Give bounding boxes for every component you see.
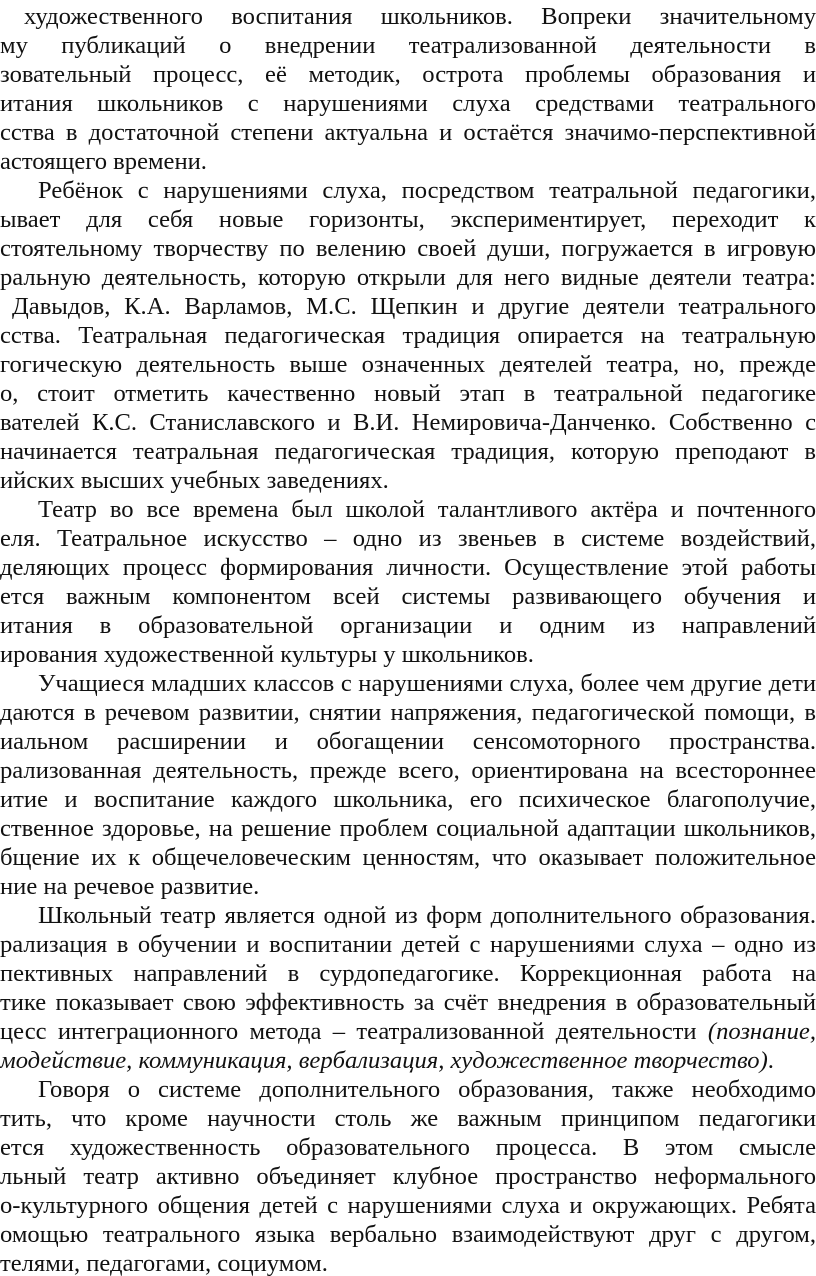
text-line: Школьный театр является одной из форм дополнительного образования. [38, 902, 816, 929]
text-fragment: . [767, 1047, 774, 1074]
text-line: Давыдов, К.А. Варламов, М.С. Щепкин и другие деятели театрального [12, 293, 816, 320]
text-line: о-культурного общения детей с нарушениями слуха и окружающих. Ребята [0, 1192, 816, 1219]
text-line: ется художественность образовательного процесса. В этом смысле [0, 1134, 816, 1161]
text-line: стоятельному творчеству по велению своей души, погружается в игровую [0, 235, 816, 262]
text-line: Ребёнок с нарушениями слуха, посредством театральной педагогики, [38, 177, 816, 204]
text-line: ственное здоровье, на решение проблем социальной адаптации школьников, [0, 815, 816, 842]
text-fragment: цесс интеграционного метода – театрализованной деятельности [0, 1018, 697, 1045]
text-line: ется важным компонентом всей системы развивающего обучения и [0, 583, 816, 610]
text-line: даются в речевом развитии, снятии напряжения, педагогической помощи, в [0, 699, 816, 726]
text-line: телями, педагогами, социумом. [0, 1250, 328, 1276]
text-line: тике показывает свою эффективность за счёт внедрения в образовательный [0, 989, 816, 1016]
text-line: ийских высших учебных заведениях. [0, 467, 389, 494]
text-line: ние на речевое развитие. [0, 873, 260, 900]
text-line: омощью театрального языка вербально взаимодействуют друг с другом, [0, 1221, 816, 1248]
text-line [0, 1017, 816, 1046]
text-line: вателей К.С. Станиславского и В.И. Немировича-Данченко. Собственно с [0, 409, 816, 436]
text-line: сства. Театральная педагогическая традиция опирается на театральную [0, 322, 816, 349]
text-line: Говоря о системе дополнительного образования, также необходимо [38, 1076, 816, 1103]
text-line: о, стоит отметить качественно новый этап в театральной педагогике [0, 380, 816, 407]
text-line: тить, что кроме научности столь же важным принципом педагогики [0, 1105, 816, 1132]
text-line: рализация в обучении и воспитании детей с нарушениями слуха – одно из [0, 931, 816, 958]
text-line: астоящего времени. [0, 148, 207, 175]
text-line: Учащиеся младших классов с нарушениями слуха, более чем другие дети [38, 670, 816, 697]
text-line: гогическую деятельность выше означенных деятелей театра, но, прежде [0, 351, 816, 378]
text-line: ирования художественной культуры у школьников. [0, 641, 534, 668]
italic-fragment: модействие, коммуникация, вербализация, художественное творчество) [0, 1047, 768, 1074]
text-line: сства в достаточной степени актуальна и остаётся значимо-перспективной [0, 119, 816, 146]
text-line: деляющих процесс формирования личности. Осуществление этой работы [0, 554, 816, 581]
italic-fragment: (познание, [707, 1018, 816, 1045]
text-line: Театр во все времена был школой талантливого актёра и почтенного [38, 496, 816, 523]
text-line: ывает для себя новые горизонты, экспериментирует, переходит к [0, 206, 816, 233]
text-line: рализованная деятельность, прежде всего, ориентирована на всестороннее [0, 757, 816, 784]
text-line: итие и воспитание каждого школьника, его психическое благополучие, [0, 786, 816, 813]
text-line: ральную деятельность, которую открыли для него видные деятели театра: [0, 264, 816, 291]
text-line: итания в образовательной организации и одним из направлений [0, 612, 816, 639]
text-fragment: художественного воспитания школьников. Вопреки значительному [24, 3, 816, 30]
text-line: зовательный процесс, её методик, острота проблемы образования и [0, 61, 816, 88]
text-line: бщение их к общечеловеческим ценностям, что оказывает положительное [0, 844, 816, 871]
text-line: начинается театральная педагогическая традиция, которую преподают в [0, 438, 816, 465]
text-line: пективных направлений в сурдопедагогике. Коррекционная работа на [0, 960, 816, 987]
text-line: еля. Театральное искусство – одно из звеньев в системе воздействий, [0, 525, 816, 552]
text-line: итания школьников с нарушениями слуха средствами театрального [0, 90, 816, 117]
text-line [0, 1046, 816, 1075]
text-line: му публикаций о внедрении театрализованной деятельности в [0, 32, 816, 59]
text-line: иальном расширении и обогащении сенсомоторного пространства. [0, 728, 816, 755]
text-line: льный театр активно объединяет клубное пространство неформального [0, 1163, 816, 1190]
text-line [0, 2, 816, 31]
